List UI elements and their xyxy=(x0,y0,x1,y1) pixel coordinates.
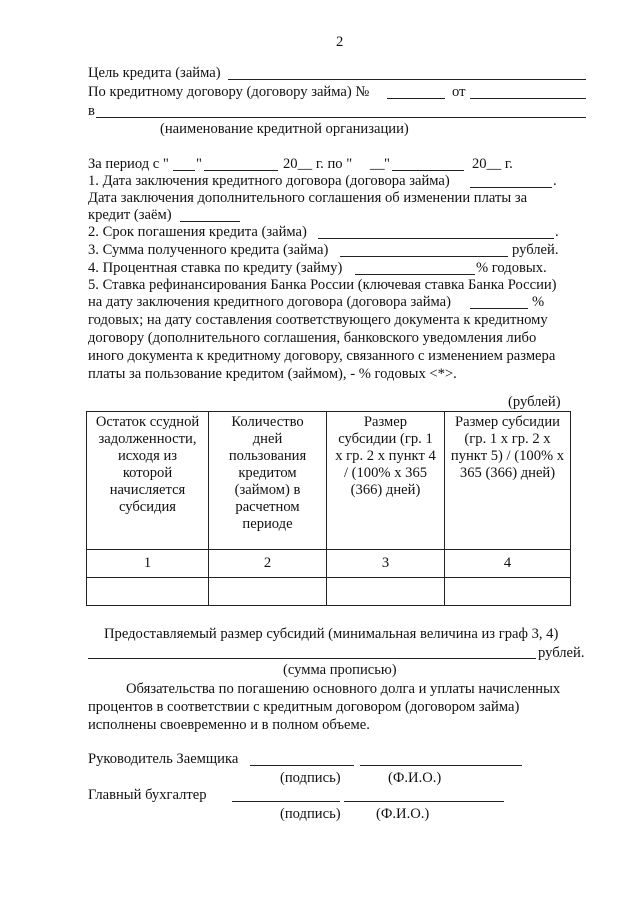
item-5-line-2: на дату заключения кредитного договора (договора займа) xyxy=(88,294,451,310)
table-unit: (рублей) xyxy=(508,394,561,410)
value-cell-1[interactable] xyxy=(87,578,209,606)
obligations-line-3: исполнены своевременно и в полном объеме. xyxy=(88,717,370,733)
accountant-signature-line xyxy=(232,801,340,802)
item-2-end: . xyxy=(555,224,559,240)
contract-label: По кредитному договору (договору займа) № xyxy=(88,84,370,100)
item-5-line-5: иного документа к кредитному договору, связанного с изменением размера xyxy=(88,348,556,364)
item-5-rate-line xyxy=(470,308,528,309)
accountant-name-line xyxy=(344,801,504,802)
item-4: 4. Процентная ставка по кредиту (займу) xyxy=(88,260,343,276)
period-quote-2: " xyxy=(384,156,390,172)
col-number-1: 1 xyxy=(87,550,209,578)
table-value-row xyxy=(87,578,571,606)
contract-from-label: от xyxy=(452,84,466,100)
header-col-3: Размер субсидии (гр. 1 х гр. 2 х пункт 4 / (100% х 365 (366) дней) xyxy=(327,412,445,550)
head-sign-caption: (подпись) xyxy=(280,770,341,786)
org-caption: (наименование кредитной организации) xyxy=(160,121,409,137)
item-5-line-3: годовых; на дату составления соответствующего документа к кредитному xyxy=(88,312,548,328)
subsidy-amount-line xyxy=(88,658,536,659)
item-5-line-4: договору (дополнительного соглашения, банковского уведомления либо xyxy=(88,330,537,346)
item-2: 2. Срок погашения кредита (займа) xyxy=(88,224,307,240)
item-5-line-6: платы за пользование кредитом (займом), - % годовых <*>. xyxy=(88,366,457,382)
head-name-line xyxy=(360,765,522,766)
accountant-label: Главный бухгалтер xyxy=(88,787,207,803)
item-4-line xyxy=(355,274,475,275)
accountant-fio-caption: (Ф.И.О.) xyxy=(376,806,430,822)
col-number-2: 2 xyxy=(209,550,327,578)
period-prefix: За период с " xyxy=(88,156,169,172)
subsidy-label: Предоставляемый размер субсидий (минимальная величина из граф 3, 4) xyxy=(104,626,559,642)
col-number-3: 3 xyxy=(327,550,445,578)
contract-number-line xyxy=(387,98,445,99)
period-month-to-line xyxy=(392,170,464,171)
item-1b-line xyxy=(180,221,240,222)
head-label: Руководитель Заемщика xyxy=(88,751,239,767)
period-month-from-line xyxy=(204,170,278,171)
subsidy-rub: рублей. xyxy=(538,645,585,661)
item-1-line xyxy=(470,187,552,188)
value-cell-3[interactable] xyxy=(327,578,445,606)
period-quote: " xyxy=(196,156,202,172)
item-1: 1. Дата заключения кредитного договора (договора займа) xyxy=(88,173,450,189)
item-5-percent: % xyxy=(532,294,545,310)
table-header-row xyxy=(87,412,571,550)
period-middle: 20__ г. по " xyxy=(283,156,353,172)
obligations-line-2: процентов в соответствии с кредитным договором (договором займа) xyxy=(88,699,520,715)
value-cell-2[interactable] xyxy=(209,578,327,606)
header-col-2: Количество дней пользования кредитом (займом) в расчетном периоде xyxy=(209,412,327,550)
item-4-end: % годовых. xyxy=(476,260,547,276)
org-name-line xyxy=(96,117,586,118)
item-3-line xyxy=(340,256,508,257)
subsidy-table xyxy=(86,411,571,606)
item-3-end: рублей. xyxy=(512,242,559,258)
period-day-to: __ xyxy=(370,156,385,172)
head-signature-line xyxy=(250,765,354,766)
item-1b-line-2: кредит (заём) xyxy=(88,207,172,223)
header-col-1: Остаток ссудной задолженности, исходя из которой начисляется субсидия xyxy=(87,412,209,550)
period-suffix: 20__ г. xyxy=(472,156,513,172)
table-number-row xyxy=(87,550,571,578)
header-col-4: Размер субсидии (гр. 1 х гр. 2 х пункт 5) / (100% х 365 (366) дней) xyxy=(445,412,571,550)
purpose-line xyxy=(228,79,586,80)
in-label: в xyxy=(88,103,95,119)
col-number-4: 4 xyxy=(445,550,571,578)
page-number: 2 xyxy=(336,34,344,50)
accountant-sign-caption: (подпись) xyxy=(280,806,341,822)
value-cell-4[interactable] xyxy=(445,578,571,606)
item-1b-line-1: Дата заключения дополнительного соглашения об изменении платы за xyxy=(88,190,528,206)
head-fio-caption: (Ф.И.О.) xyxy=(388,770,442,786)
sum-words-caption: (сумма прописью) xyxy=(283,662,397,678)
item-2-line xyxy=(318,238,554,239)
contract-date-line xyxy=(470,98,586,99)
item-3: 3. Сумма полученного кредита (займа) xyxy=(88,242,329,258)
item-5-line-1: 5. Ставка рефинансирования Банка России (ключевая ставка Банка России) xyxy=(88,277,557,293)
obligations-line-1: Обязательства по погашению основного долга и уплаты начисленных xyxy=(126,681,561,697)
period-day-from-line xyxy=(173,170,195,171)
item-1-end: . xyxy=(553,173,557,189)
purpose-label: Цель кредита (займа) xyxy=(88,65,221,81)
